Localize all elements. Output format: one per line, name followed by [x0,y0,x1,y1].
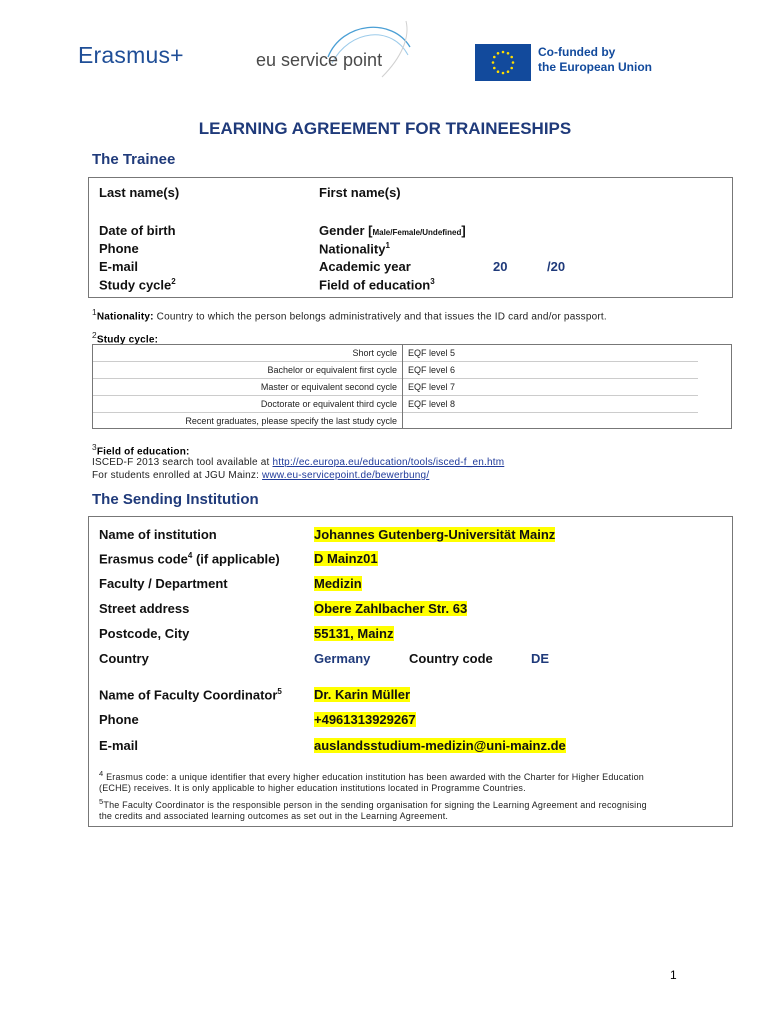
coordinator-phone-value: +4961313929267 [314,712,416,727]
academic-year-to: /20 [547,259,566,274]
erasmus-code-text: Erasmus code [99,551,188,567]
field-note-sup: 3 [92,442,97,452]
table-row [93,362,698,379]
last-name-label: Last name(s) [99,185,180,200]
field-note-label: Field of education: [96,446,190,458]
jgu-text: For students enrolled at JGU Mainz: [92,470,263,481]
study-cycle-label [99,277,176,292]
postcode-value: 55131, Mainz [314,626,394,641]
coordinator-sup: 5 [277,687,282,696]
institution-value: Johannes Gutenberg-Universität Mainz [314,527,556,542]
nat-note-label: Nationality: [96,311,154,323]
study-cycle-table [93,345,698,429]
coordinator-value: Dr. Karin Müller [314,687,411,702]
trainee-box [88,177,733,298]
fn4-sup: 4 [99,769,104,778]
eu-flag-icon [475,44,531,81]
field-text: Field of education [319,277,431,293]
coordinator-email-value: auslandsstudium-medizin@uni-mainz.de [314,738,566,753]
sending-institution-heading: The Sending Institution [92,491,259,508]
isced-text: ISCED-F 2013 search tool available at [92,457,273,468]
coordinator-phone-label: Phone [99,712,139,727]
cycle-level: EQF level 8 [408,399,456,409]
cycle-name: Short cycle [93,345,403,362]
page-number: 1 [670,968,677,982]
isced-link[interactable]: http://ec.europa.eu/education/tools/isced-f_en.htm [272,457,505,468]
nationality-label [319,241,390,256]
gender-label-end: ] [461,223,466,238]
cycle-name: Recent graduates, please specify the last study cycle [93,413,403,430]
country-label: Country [99,651,149,666]
coordinator-email-label: E-mail [99,738,139,753]
sending-institution-box [88,516,733,827]
field-sup: 3 [430,277,435,286]
erasmus-plus-logo: Erasmus+ [78,42,184,68]
dob-label: Date of birth [99,223,176,238]
eu-cofunded-text [538,45,652,75]
study-cycle-table-box [92,344,732,429]
footnote-4-line-1 [99,769,644,782]
nationality-text: Nationality [319,241,386,257]
eu-service-point-logo: eu service point [256,50,383,70]
email-label: E-mail [99,259,139,274]
field-note [92,442,190,457]
coordinator-text: Name of Faculty Coordinator [99,687,278,703]
eu-text-line-2: the European Union [538,60,652,74]
cycle-level: EQF level 6 [408,365,456,375]
gender-label [319,223,466,238]
cycle-name: Doctorate or equivalent third cycle [93,396,403,413]
fn5-sup: 5 [99,797,104,806]
gender-options: Male/Female/Undefined [372,228,462,237]
cycle-level [403,413,699,430]
academic-year-label: Academic year [319,259,411,274]
academic-year-from: 20 [493,259,508,274]
table-row [93,345,698,362]
eu-text-line-1: Co-funded by [538,45,616,59]
coordinator-label [99,687,282,702]
footnote-5-line-1 [99,797,647,810]
cycle-note-label: Study cycle: [96,334,159,346]
first-name-label: First name(s) [319,185,401,200]
table-row [93,396,698,413]
gender-label-text: Gender [ [319,223,373,238]
jgu-link[interactable]: www.eu-servicepoint.de/bewerbung/ [262,470,430,481]
study-cycle-text: Study cycle [99,277,172,293]
erasmus-code-label [99,551,280,566]
postcode-label: Postcode, City [99,626,190,641]
fn5-text-1: The Faculty Coordinator is the responsible person in the sending organisation for signing the Learning Agreement and recognising [103,800,647,810]
document-title: LEARNING AGREEMENT FOR TRAINEESHIPS [198,119,572,138]
field-label [319,277,435,292]
cycle-level: EQF level 5 [408,348,456,358]
faculty-label: Faculty / Department [99,576,228,591]
table-row [93,413,698,430]
erasmus-code-suffix: (if applicable) [192,551,280,567]
nationality-note [92,307,607,322]
fn4-text-1: Erasmus code: a unique identifier that every higher education institution has been awarded with the Charter for Higher Education [103,772,644,782]
street-label: Street address [99,601,190,616]
isced-note [92,457,504,468]
erasmus-code-value: D Mainz01 [314,551,378,566]
street-value: Obere Zahlbacher Str. 63 [314,601,468,616]
cycle-note-sup: 2 [92,330,97,340]
footnote-5-line-2: the credits and associated learning outcomes as set out in the Learning Agreement. [99,811,449,821]
nat-note-text: Country to which the person belongs administratively and that issues the ID card and/or passport. [153,311,607,323]
study-cycle-sup: 2 [171,277,176,286]
trainee-heading: The Trainee [92,151,176,168]
erasmus-code-sup: 4 [187,551,193,560]
country-value: Germany [314,651,371,666]
country-code-label: Country code [409,651,493,666]
jgu-note [92,470,429,481]
country-code-value: DE [531,651,550,666]
nat-note-sup: 1 [92,307,97,317]
cycle-name: Bachelor or equivalent first cycle [93,362,403,379]
table-row [93,379,698,396]
footnote-4-line-2: (ECHE) receives. It is only applicable to higher education institutions located in Programme Countries. [99,783,526,793]
institution-label: Name of institution [99,527,217,542]
cycle-level: EQF level 7 [408,382,456,392]
faculty-value: Medizin [314,576,362,591]
nationality-sup: 1 [385,241,390,250]
phone-label: Phone [99,241,139,256]
cycle-name: Master or equivalent second cycle [93,379,403,396]
